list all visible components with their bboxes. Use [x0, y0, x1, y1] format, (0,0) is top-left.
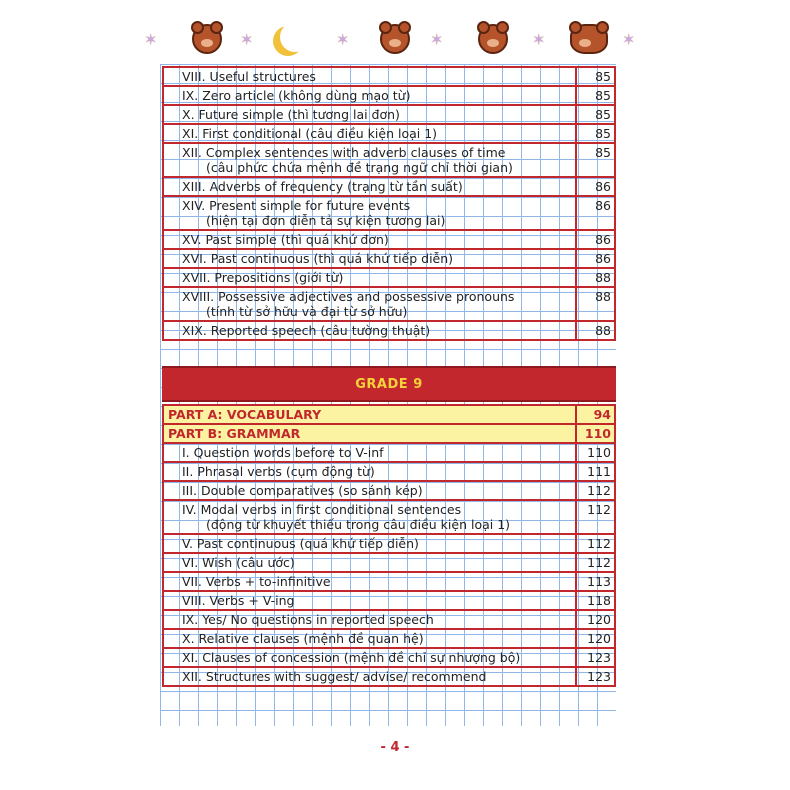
toc-entry-title: XII. Structures with suggest/ advise/ recommend	[182, 669, 487, 684]
toc-row[interactable]	[163, 534, 615, 553]
page-number: - 4 -	[380, 740, 410, 755]
toc-entry	[163, 124, 576, 143]
toc-page-number: 112	[576, 534, 615, 553]
toc-page-number: 86	[576, 177, 615, 196]
part-a-row[interactable]	[163, 405, 615, 424]
toc-page-number: 85	[576, 86, 615, 105]
toc-page-number: 86	[576, 249, 615, 268]
toc-entry	[163, 610, 576, 629]
toc-page-number: 88	[576, 268, 615, 287]
toc-entry-title: IX. Yes/ No questions in reported speech	[182, 612, 434, 627]
toc-table-grade8-continued	[162, 66, 616, 341]
toc-entry	[163, 287, 576, 321]
toc-row[interactable]	[163, 287, 615, 321]
toc-entry-title: XV. Past simple (thì quá khứ đơn)	[182, 232, 389, 247]
toc-entry	[163, 86, 576, 105]
toc-entry-title: I. Question words before to V-inf	[182, 445, 384, 460]
toc-page-number: 120	[576, 610, 615, 629]
toc-entry	[163, 321, 576, 340]
star-icon: ✶	[144, 30, 158, 49]
toc-page-number: 85	[576, 124, 615, 143]
toc-row[interactable]	[163, 443, 615, 462]
toc-row[interactable]	[163, 230, 615, 249]
toc-entry	[163, 462, 576, 481]
toc-page-number: 88	[576, 321, 615, 340]
toc-entry	[163, 249, 576, 268]
toc-page-number: 112	[576, 500, 615, 534]
toc-entry	[163, 177, 576, 196]
toc-entry	[163, 591, 576, 610]
toc-entry-subtitle: (hiện tại đơn diễn tả sự kiện tương lai)	[206, 213, 446, 228]
toc-entry-title: XIII. Adverbs of frequency (trạng từ tần suất)	[182, 179, 463, 194]
toc-page-number: 123	[576, 648, 615, 667]
toc-entry-title: XII. Complex sentences with adverb clauses of time	[182, 145, 506, 160]
star-icon: ✶	[430, 30, 444, 49]
toc-entry-title: XI. Clauses of concession (mệnh đề chỉ sự nhượng bộ)	[182, 650, 521, 665]
toc-entry-subtitle: (động từ khuyết thiếu trong câu điều kiện loại 1)	[206, 517, 511, 532]
toc-row[interactable]	[163, 462, 615, 481]
part-a-page: 94	[576, 405, 615, 424]
toc-page-number: 85	[576, 67, 615, 86]
moon-bear-icon	[280, 22, 310, 52]
toc-page-number: 123	[576, 667, 615, 686]
toc-entry	[163, 572, 576, 591]
toc-row[interactable]	[163, 105, 615, 124]
toc-page-number: 86	[576, 196, 615, 230]
toc-row[interactable]	[163, 143, 615, 177]
toc-page-number: 111	[576, 462, 615, 481]
toc-entry-title: X. Future simple (thì tương lai đơn)	[182, 107, 400, 122]
toc-entry-title: II. Phrasal verbs (cụm động từ)	[182, 464, 375, 479]
toc-page-number: 113	[576, 572, 615, 591]
toc-entry-title: VI. Wish (câu ước)	[182, 555, 295, 570]
toc-entry	[163, 143, 576, 177]
toc-entry-title: XIV. Present simple for future events	[182, 198, 411, 213]
dragon-icon	[570, 24, 608, 54]
toc-entry-title: XI. First conditional (câu điều kiện loại 1)	[182, 126, 438, 141]
toc-row[interactable]	[163, 500, 615, 534]
toc-entry-title: XVI. Past continuous (thì quá khứ tiếp diễn)	[182, 251, 454, 266]
toc-entry	[163, 534, 576, 553]
toc-page-number: 85	[576, 105, 615, 124]
toc-row[interactable]	[163, 553, 615, 572]
toc-row[interactable]	[163, 268, 615, 287]
toc-page-number: 88	[576, 287, 615, 321]
toc-row[interactable]	[163, 249, 615, 268]
toc-entry-title: VIII. Verbs + V-ing	[182, 593, 295, 608]
toc-row[interactable]	[163, 591, 615, 610]
part-b-title: PART B: GRAMMAR	[163, 424, 576, 443]
bear-icon	[478, 24, 508, 54]
star-icon: ✶	[532, 30, 546, 49]
toc-row[interactable]	[163, 667, 615, 686]
toc-page-number: 118	[576, 591, 615, 610]
bear-icon	[192, 24, 222, 54]
toc-page-number: 85	[576, 143, 615, 177]
toc-entry	[163, 500, 576, 534]
bear-icon	[380, 24, 410, 54]
toc-page-number: 86	[576, 230, 615, 249]
toc-entry-subtitle: (tính từ sở hữu và đại từ sở hữu)	[206, 304, 408, 319]
toc-entry	[163, 230, 576, 249]
toc-row[interactable]	[163, 610, 615, 629]
toc-row[interactable]	[163, 648, 615, 667]
toc-row[interactable]	[163, 177, 615, 196]
toc-entry-title: IV. Modal verbs in first conditional sentences	[182, 502, 462, 517]
toc-entry	[163, 481, 576, 500]
toc-row[interactable]	[163, 572, 615, 591]
star-icon: ✶	[240, 30, 254, 49]
toc-entry-subtitle: (câu phức chứa mệnh đề trạng ngữ chỉ thời gian)	[206, 160, 513, 175]
toc-entry-title: VIII. Useful structures	[182, 69, 316, 84]
grade-title: GRADE 9	[355, 376, 423, 392]
header-decoration	[140, 18, 650, 60]
toc-entry	[163, 648, 576, 667]
toc-entry-title: XVII. Prepositions (giới từ)	[182, 270, 344, 285]
toc-entry-title: V. Past continuous (quá khứ tiếp diễn)	[182, 536, 419, 551]
part-a-title: PART A: VOCABULARY	[163, 405, 576, 424]
toc-entry	[163, 443, 576, 462]
toc-entry-title: XVIII. Possessive adjectives and possessive pronouns	[182, 289, 515, 304]
star-icon: ✶	[336, 30, 350, 49]
part-b-page: 110	[576, 424, 615, 443]
toc-entry	[163, 553, 576, 572]
toc-entry	[163, 268, 576, 287]
toc-entry	[163, 629, 576, 648]
toc-row[interactable]	[163, 124, 615, 143]
grade-heading-band	[162, 366, 616, 402]
toc-page-number: 110	[576, 443, 615, 462]
toc-page-number: 112	[576, 553, 615, 572]
part-b-row[interactable]	[163, 424, 615, 443]
toc-page-number: 120	[576, 629, 615, 648]
toc-row[interactable]	[163, 321, 615, 340]
toc-entry-title: VII. Verbs + to-infinitive	[182, 574, 331, 589]
toc-entry-title: IX. Zero article (không dùng mạo từ)	[182, 88, 411, 103]
toc-page-number: 112	[576, 481, 615, 500]
toc-row[interactable]	[163, 86, 615, 105]
toc-row[interactable]	[163, 196, 615, 230]
toc-entry	[163, 105, 576, 124]
toc-entry-title: X. Relative clauses (mệnh đề quan hệ)	[182, 631, 424, 646]
toc-entry	[163, 196, 576, 230]
toc-row[interactable]	[163, 629, 615, 648]
star-icon: ✶	[622, 30, 636, 49]
toc-entry	[163, 67, 576, 86]
toc-entry-title: III. Double comparatives (so sánh kép)	[182, 483, 423, 498]
toc-entry-title: XIX. Reported speech (câu tường thuật)	[182, 323, 431, 338]
toc-entry	[163, 667, 576, 686]
toc-table-grade9	[162, 404, 616, 687]
toc-row[interactable]	[163, 67, 615, 86]
toc-row[interactable]	[163, 481, 615, 500]
